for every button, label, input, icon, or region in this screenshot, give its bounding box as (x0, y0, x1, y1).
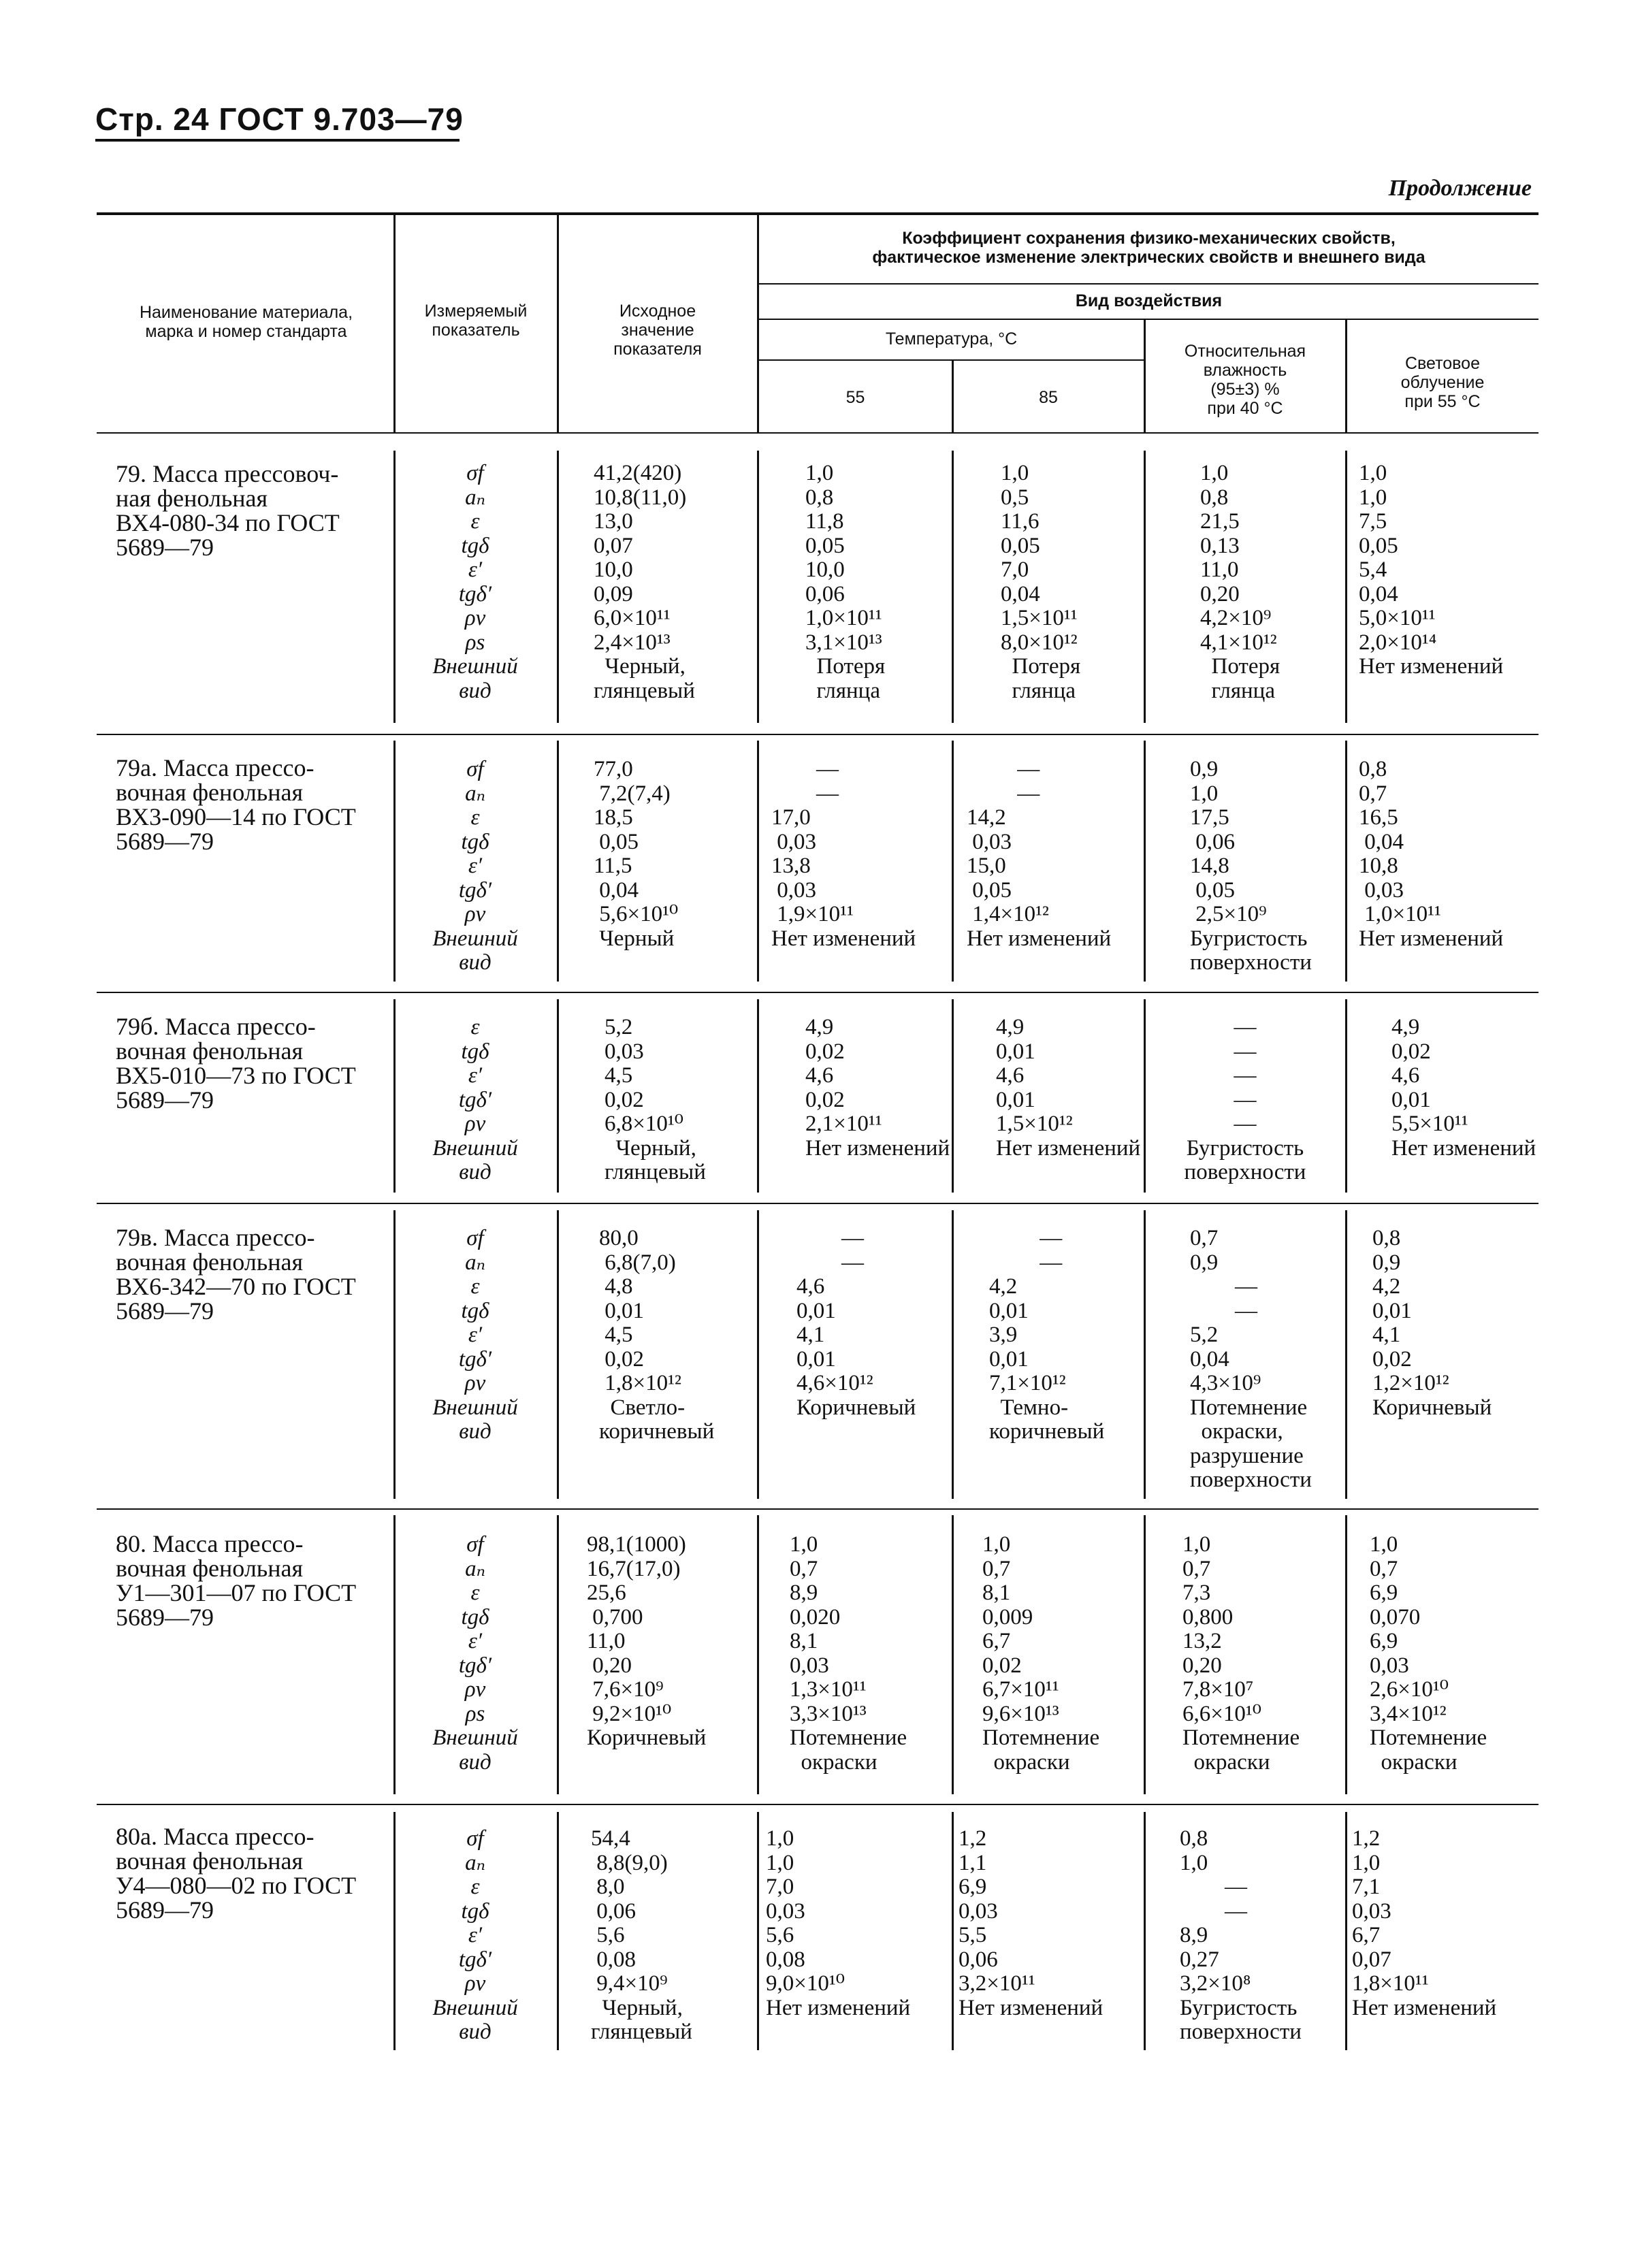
row-80a-initial: 54,4 8,8(9,0) 8,0 0,06 5,6 0,08 9,4×10⁹ Черный, глянцевый (591, 1826, 692, 2044)
column-rule (757, 1515, 759, 1794)
row-80a-humidity: 0,8 1,0 — — 8,9 0,27 3,2×10⁸ Бугристость поверхности (1180, 1826, 1302, 2044)
page-header: Стр. 24 ГОСТ 9.703—79 (95, 101, 464, 137)
row-79v-light: 0,8 0,9 4,2 0,01 4,1 0,02 1,2×10¹² Коричневый (1372, 1226, 1492, 1420)
column-rule (1144, 741, 1146, 982)
column-rule (757, 999, 759, 1193)
column-rule (557, 999, 559, 1193)
column-rule (1345, 999, 1347, 1193)
column-rule (1345, 1515, 1347, 1794)
row-79b-t55: 4,9 0,02 4,6 0,02 2,1×10¹¹ Нет изменений (805, 1015, 950, 1161)
column-rule (1144, 1210, 1146, 1499)
column-rule (557, 1812, 559, 2050)
row-79b-light: 4,9 0,02 4,6 0,01 5,5×10¹¹ Нет изменений (1391, 1015, 1536, 1161)
column-rule (1144, 451, 1146, 723)
row-79v-initial: 80,0 6,8(7,0) 4,8 0,01 4,5 0,02 1,8×10¹² Светло- коричневый (599, 1226, 715, 1444)
row-79a-indicators: σf aₙ ε tgδ ε′ tgδ′ ρv Внешний вид (432, 757, 518, 975)
header-temperature: Температура, °С (885, 329, 1018, 349)
row-80a-material: 80а. Масса прессо- вочная фенольная У4—080—02 по ГОСТ 5689—79 (116, 1823, 357, 1924)
row-separator-1 (97, 734, 1539, 735)
table-top-rule (97, 212, 1539, 215)
column-rule (952, 1812, 954, 2050)
column-rule (1144, 1515, 1146, 1794)
row-80a-t85: 1,2 1,1 6,9 0,03 5,5 0,06 3,2×10¹¹ Нет изменений (959, 1826, 1104, 2020)
row-79-light: 1,0 1,0 7,5 0,05 5,4 0,04 5,0×10¹¹ 2,0×10¹⁴ Нет изменений (1359, 461, 1504, 679)
column-rule (1144, 1812, 1146, 2050)
header-rule-3 (757, 359, 1144, 361)
row-80-indicators: σf aₙ ε tgδ ε′ tgδ′ ρv ρs Внешний вид (432, 1532, 518, 1775)
column-rule (757, 741, 759, 982)
row-80-humidity: 1,0 0,7 7,3 0,800 13,2 0,20 7,8×10⁷ 6,6×10¹⁰ Потемнение окраски (1182, 1532, 1300, 1775)
row-79v-humidity: 0,7 0,9 — — 5,2 0,04 4,3×10⁹ Потемнение окраски, разрушение поверхности (1190, 1226, 1312, 1492)
header-coefficient: Коэффициент сохранения физико-механических свойств, фактическое изменение электрических свойств и внешнего вида (872, 229, 1425, 267)
header-initial: Исходное значение показателя (613, 302, 702, 359)
row-79b-material: 79б. Масса прессо- вочная фенольная ВХ5-010—73 по ГОСТ 5689—79 (116, 1013, 356, 1114)
column-rule (1345, 741, 1347, 982)
row-79b-initial: 5,2 0,03 4,5 0,02 6,8×10¹⁰ Черный, глянцевый (605, 1015, 706, 1184)
row-79a-light: 0,8 0,7 16,5 0,04 10,8 0,03 1,0×10¹¹ Нет изменений (1359, 757, 1504, 951)
row-separator-5 (97, 1804, 1539, 1805)
header-material: Наименование материала, марка и номер стандарта (139, 303, 353, 341)
column-rule (557, 451, 559, 723)
row-79a-t85: — — 14,2 0,03 15,0 0,05 1,4×10¹² Нет изменений (967, 757, 1112, 951)
row-separator-4 (97, 1508, 1539, 1510)
row-79-humidity: 1,0 0,8 21,5 0,13 11,0 0,20 4,2×10⁹ 4,1×10¹² Потеря глянца (1200, 461, 1280, 703)
column-rule (952, 741, 954, 982)
row-79-material: 79. Масса прессовоч- ная фенольная ВХ4-080-34 по ГОСТ 5689—79 (116, 460, 340, 561)
row-80-t55: 1,0 0,7 8,9 0,020 8,1 0,03 1,3×10¹¹ 3,3×10¹³ Потемнение окраски (790, 1532, 907, 1775)
row-79v-indicators: σf aₙ ε tgδ ε′ tgδ′ ρv Внешний вид (432, 1226, 518, 1444)
column-rule (557, 1515, 559, 1794)
row-separator-2 (97, 992, 1539, 993)
header-bottom-rule (97, 432, 1539, 434)
row-separator-3 (97, 1203, 1539, 1204)
continuation-label: Продолжение (1388, 176, 1532, 201)
header-rule-1 (757, 283, 1539, 285)
header-indicator: Измеряемый показатель (424, 302, 528, 340)
column-rule (952, 451, 954, 723)
row-79b-humidity: — — — — — Бугристость поверхности (1184, 1015, 1306, 1184)
row-79b-indicators: ε tgδ ε′ tgδ′ ρv Внешний вид (432, 1015, 518, 1184)
header-t55: 55 (845, 388, 865, 407)
column-rule (757, 1812, 759, 2050)
column-rule (757, 1210, 759, 1499)
row-80-material: 80. Масса прессо- вочная фенольная У1—301—07 по ГОСТ 5689—79 (116, 1530, 357, 1631)
header-rule-2 (757, 319, 1539, 320)
column-rule (557, 741, 559, 982)
header-t85: 85 (1039, 388, 1058, 407)
header-light: Световое облучение при 55 °С (1400, 354, 1485, 411)
row-79a-t55: — — 17,0 0,03 13,8 0,03 1,9×10¹¹ Нет изменений (771, 757, 916, 951)
column-rule (757, 451, 759, 723)
row-79-t55: 1,0 0,8 11,8 0,05 10,0 0,06 1,0×10¹¹ 3,1×10¹³ Потеря глянца (805, 461, 886, 703)
column-rule (952, 1515, 954, 1794)
row-79-initial: 41,2(420) 10,8(11,0) 13,0 0,07 10,0 0,09 6,0×10¹¹ 2,4×10¹³ Черный, глянцевый (594, 461, 695, 703)
row-79a-material: 79а. Масса прессо- вочная фенольная ВХ3-090—14 по ГОСТ 5689—79 (116, 754, 356, 855)
row-79b-t85: 4,9 0,01 4,6 0,01 1,5×10¹² Нет изменений (996, 1015, 1141, 1161)
row-80-t85: 1,0 0,7 8,1 0,009 6,7 0,02 6,7×10¹¹ 9,6×10¹³ Потемнение окраски (982, 1532, 1100, 1775)
row-79v-t85: — — 4,2 0,01 3,9 0,01 7,1×10¹² Темно- коричневый (989, 1226, 1105, 1444)
header-exposure: Вид воздействия (1075, 291, 1223, 310)
row-79-t85: 1,0 0,5 11,6 0,05 7,0 0,04 1,5×10¹¹ 8,0×10¹² Потеря глянца (1001, 461, 1081, 703)
row-80a-t55: 1,0 1,0 7,0 0,03 5,6 0,08 9,0×10¹⁰ Нет изменений (766, 1826, 911, 2020)
row-79a-humidity: 0,9 1,0 17,5 0,06 14,8 0,05 2,5×10⁹ Бугристость поверхности (1190, 757, 1312, 975)
column-rule (952, 999, 954, 1193)
column-rule (557, 1210, 559, 1499)
row-80a-light: 1,2 1,0 7,1 0,03 6,7 0,07 1,8×10¹¹ Нет изменений (1352, 1826, 1497, 2020)
row-79v-t55: — — 4,6 0,01 4,1 0,01 4,6×10¹² Коричневый (796, 1226, 916, 1420)
column-rule (1345, 451, 1347, 723)
row-79a-initial: 77,0 7,2(7,4) 18,5 0,05 11,5 0,04 5,6×10¹⁰ Черный (594, 757, 679, 951)
row-80a-indicators: σf aₙ ε tgδ ε′ tgδ′ ρv Внешний вид (432, 1826, 518, 2044)
row-80-light: 1,0 0,7 6,9 0,070 6,9 0,03 2,6×10¹⁰ 3,4×10¹² Потемнение окраски (1370, 1532, 1487, 1775)
header-underline (95, 139, 460, 142)
row-80-initial: 98,1(1000) 16,7(17,0) 25,6 0,700 11,0 0,20 7,6×10⁹ 9,2×10¹⁰ Коричневый (587, 1532, 707, 1750)
row-79v-material: 79в. Масса прессо- вочная фенольная ВХ6-342—70 по ГОСТ 5689—79 (116, 1224, 356, 1325)
column-rule (1345, 1812, 1347, 2050)
header-humidity: Относительная влажность (95±3) % при 40 °С (1184, 342, 1306, 418)
column-rule (1345, 1210, 1347, 1499)
row-79-indicators: σf aₙ ε tgδ ε′ tgδ′ ρv ρs Внешний вид (432, 461, 518, 703)
column-rule (952, 1210, 954, 1499)
